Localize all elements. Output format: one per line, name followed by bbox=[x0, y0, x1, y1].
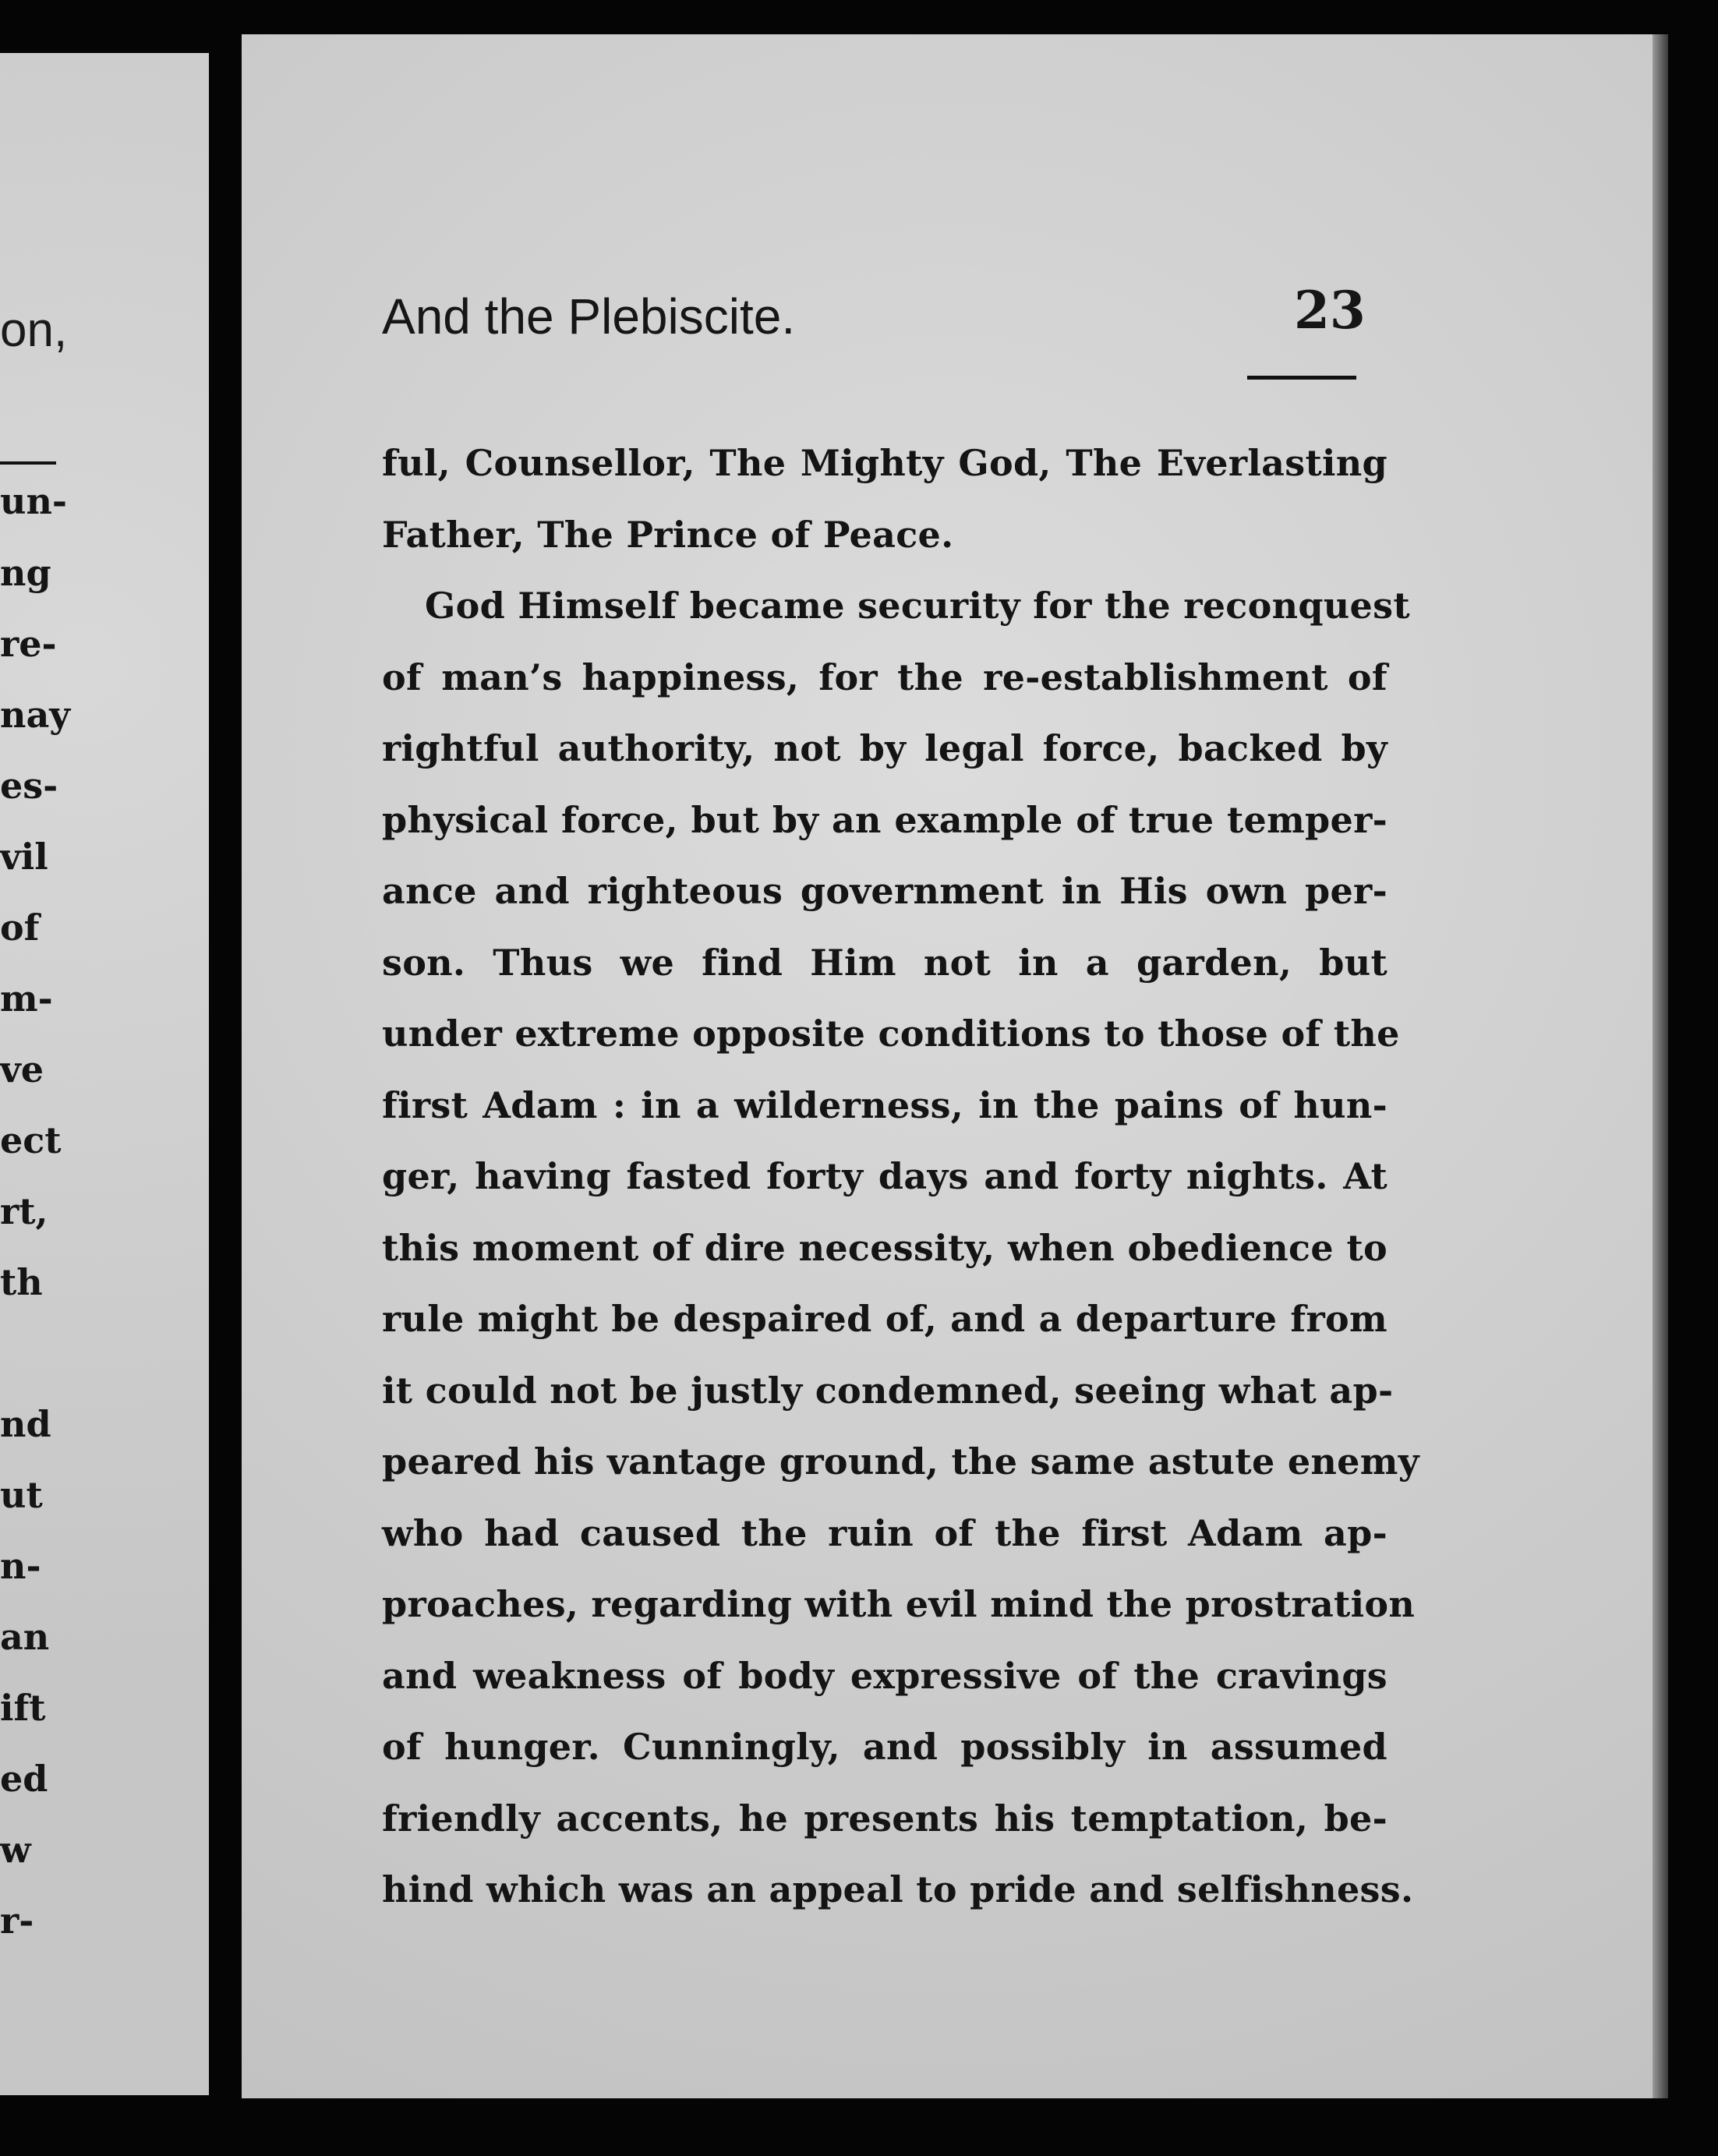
left-line-fragment: ed bbox=[0, 1758, 48, 1800]
text-line: of hunger. Cunningly, and possibly in assumed bbox=[382, 1726, 1387, 1768]
left-page bbox=[0, 53, 209, 2095]
text-line: proaches, regarding with evil mind the prostration bbox=[382, 1583, 1416, 1625]
text-line: this moment of dire necessity, when obedience to bbox=[382, 1226, 1387, 1269]
text-line: peared his vantage ground, the same astute enemy bbox=[382, 1440, 1419, 1483]
text-line: it could not be justly condemned, seeing what ap- bbox=[382, 1369, 1394, 1412]
left-line-fragment: ect bbox=[0, 1119, 62, 1161]
left-line-fragment: rt, bbox=[0, 1190, 48, 1232]
left-line-fragment: re- bbox=[0, 623, 57, 665]
left-line-fragment: vil bbox=[0, 836, 48, 878]
text-line: first Adam : in a wilderness, in the pains of hun- bbox=[382, 1083, 1387, 1126]
header-rule bbox=[1247, 376, 1356, 380]
left-line-fragment: nd bbox=[0, 1403, 51, 1445]
text-line: rule might be despaired of, and a departure from bbox=[382, 1298, 1387, 1340]
left-line-fragment: of bbox=[0, 907, 40, 949]
text-line: son. Thus we find Him not in a garden, but bbox=[382, 941, 1387, 984]
text-line: under extreme opposite conditions to those of the bbox=[382, 1013, 1400, 1055]
left-line-fragment: ve bbox=[0, 1048, 44, 1090]
book-gutter bbox=[209, 53, 242, 2095]
left-line-fragment: nay bbox=[0, 694, 70, 736]
left-line-fragment: ift bbox=[0, 1687, 46, 1729]
running-head: And the Plebiscite. bbox=[382, 288, 796, 345]
text-line: and weakness of body expressive of the cravings bbox=[382, 1654, 1387, 1697]
left-line-fragment: ng bbox=[0, 552, 51, 594]
page-edge bbox=[1653, 34, 1668, 2098]
text-line: Father, The Prince of Peace. bbox=[382, 513, 954, 556]
left-line-fragment: es- bbox=[0, 765, 58, 807]
left-line-fragment: n- bbox=[0, 1545, 41, 1587]
left-line-fragment: un- bbox=[0, 480, 67, 522]
left-page-rule bbox=[0, 461, 56, 465]
right-page bbox=[242, 34, 1653, 2098]
page-number: 23 bbox=[1294, 280, 1366, 341]
body-text bbox=[382, 428, 1419, 1926]
text-line: ful, Counsellor, The Mighty God, The Everlasting bbox=[382, 442, 1387, 484]
left-line-fragment: r- bbox=[0, 1900, 34, 1942]
left-line-fragment: ut bbox=[0, 1474, 43, 1516]
left-line-fragment: m- bbox=[0, 977, 53, 1020]
left-line-fragment: th bbox=[0, 1261, 43, 1303]
left-line-fragment: w bbox=[0, 1829, 31, 1871]
text-line: friendly accents, he presents his temptation, be- bbox=[382, 1797, 1387, 1840]
text-line: ger, having fasted forty days and forty nights. At bbox=[382, 1155, 1387, 1197]
text-line: hind which was an appeal to pride and selfishness. bbox=[382, 1868, 1414, 1910]
text-line: physical force, but by an example of true temper- bbox=[382, 798, 1387, 841]
left-line-fragment: an bbox=[0, 1616, 50, 1658]
text-line: ance and righteous government in His own per- bbox=[382, 870, 1387, 912]
text-line: God Himself became security for the reconquest bbox=[425, 585, 1410, 627]
text-line: of man’s happiness, for the re-establishment of bbox=[382, 656, 1387, 698]
left-page-heading: on, bbox=[0, 303, 68, 357]
text-line: who had caused the ruin of the first Adam ap- bbox=[382, 1511, 1387, 1554]
text-line: rightful authority, not by legal force, backed by bbox=[382, 727, 1387, 769]
